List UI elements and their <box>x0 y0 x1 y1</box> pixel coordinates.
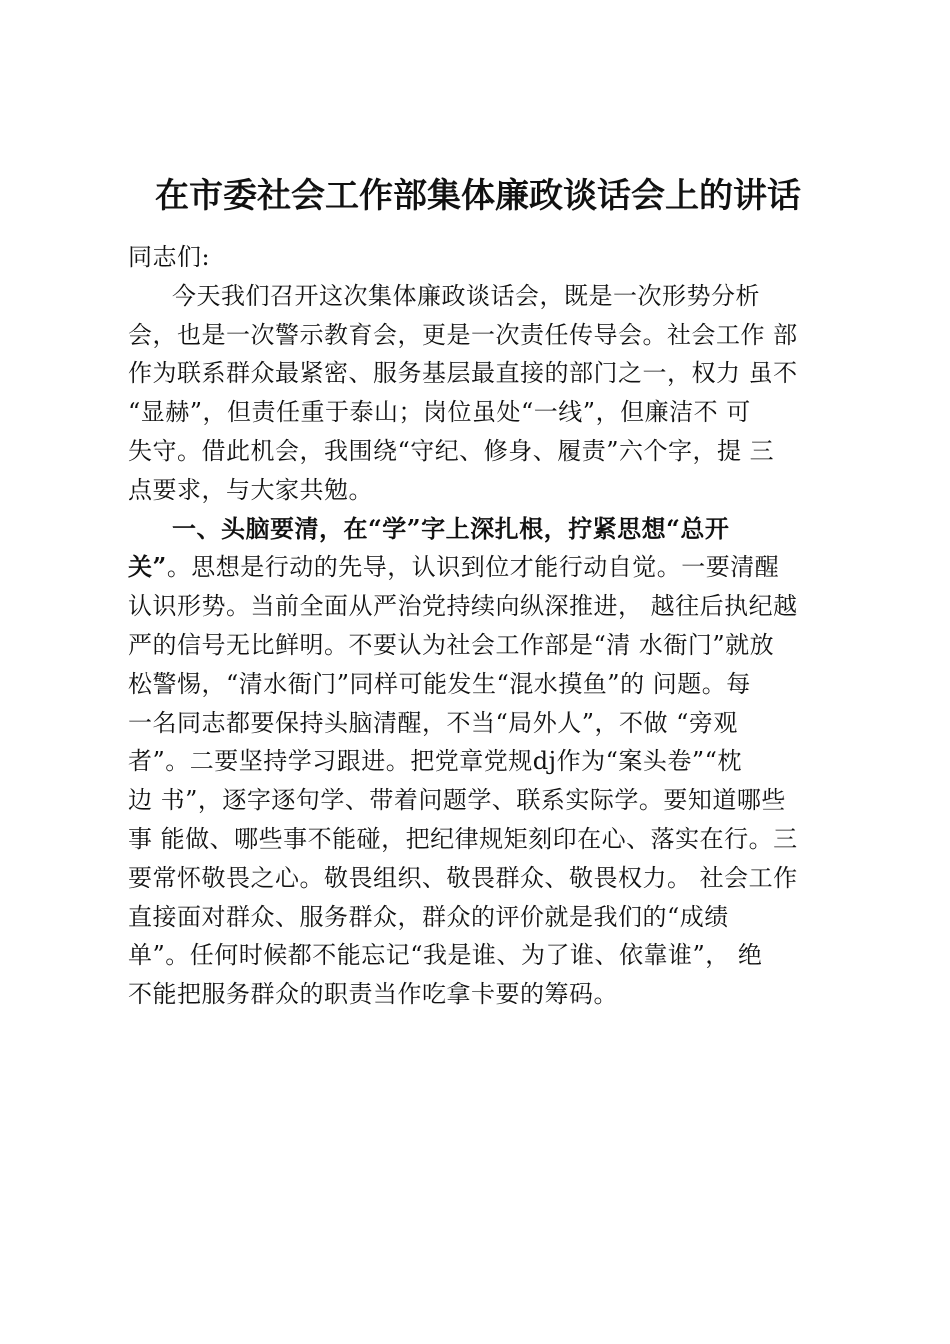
paragraph-line: 会，也是一次警示教育会，更是一次责任传导会。社会工作 部 <box>128 320 798 349</box>
paragraph-line: 边 书”，逐字逐句学、带着问题学、联系实际学。要知道哪些 <box>128 786 786 815</box>
paragraph-line: 要常怀敬畏之心。敬畏组织、敬畏群众、敬畏权力。 社会工作 <box>128 863 798 892</box>
salutation: 同志们: <box>128 243 211 271</box>
section-1 <box>128 510 828 1014</box>
paragraph-text: 。思想是行动的先导，认识到位才能行动自觉。一要清醒 <box>166 553 780 582</box>
paragraph-line: 不能把服务群众的职责当作吃拿卡要的筹码。 <box>128 980 618 1009</box>
document-title: 在市委社会工作部集体廉政谈话会上的讲话 <box>155 176 801 216</box>
paragraph-line: 失守。借此机会，我围绕“守纪、修身、履责”六个字，提 三 <box>128 436 775 465</box>
paragraph-1 <box>128 277 828 510</box>
paragraph-line: 直接面对群众、服务群众，群众的评价就是我们的“成绩 <box>128 902 729 931</box>
paragraph-line: 松警惕，“清水衙门”同样可能发生“混水摸鱼”的 问题。每 <box>128 669 751 698</box>
paragraph-line: 事 能做、哪些事不能碰，把纪律规矩刻印在心、落实在行。三 <box>128 824 798 853</box>
paragraph-line: 者”。二要坚持学习跟进。把党章党规dj作为“案头卷”“枕 <box>128 747 742 776</box>
document-page <box>128 168 828 1014</box>
paragraph-line: 点要求，与大家共勉。 <box>128 475 373 504</box>
document-body <box>128 238 828 1014</box>
paragraph-line: 单”。任何时候都不能忘记“我是谁、为了谁、依靠谁”， 绝 <box>128 941 763 970</box>
paragraph-line: 严的信号无比鲜明。不要认为社会工作部是“清 水衙门”就放 <box>128 630 775 659</box>
section-heading-end: 关” <box>128 552 167 582</box>
paragraph-line: 认识形势。当前全面从严治党持续向纵深推进， 越往后执纪越 <box>128 592 798 621</box>
paragraph-line: 作为联系群众最紧密、服务基层最直接的部门之一，权力 虽不 <box>128 359 798 388</box>
section-heading: 一、头脑要清，在“学”字上深扎根，拧紧思想“总开 <box>172 513 730 543</box>
paragraph-line: 今天我们召开这次集体廉政谈话会，既是一次形势分析 <box>172 281 760 310</box>
paragraph-line: “显赫”，但责任重于泰山；岗位虽处“一线”，但廉洁不 可 <box>128 398 751 427</box>
paragraph-line: 一名同志都要保持头脑清醒，不当“局外人”，不做 “旁观 <box>128 708 738 737</box>
paragraph-line <box>128 548 828 587</box>
